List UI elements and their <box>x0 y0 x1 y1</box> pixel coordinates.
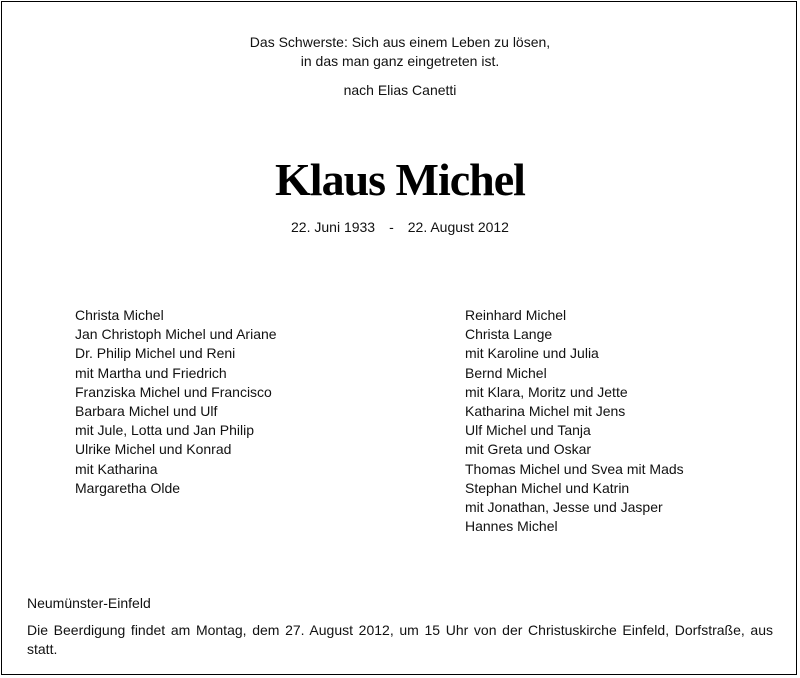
mourner-entry: mit Jule, Lotta und Jan Philip <box>75 422 254 439</box>
place-name: Neumünster-Einfeld <box>27 595 151 611</box>
mourner-entry: Christa Lange <box>465 326 553 343</box>
mourner-entry: mit Jonathan, Jesse und Jasper <box>465 499 663 516</box>
mourner-entry: mit Klara, Moritz und Jette <box>465 383 628 400</box>
mourners-right-column <box>465 306 684 536</box>
quote-line-1: Das Schwerste: Sich aus einem Leben zu lösen, <box>249 34 551 50</box>
mourner-entry: Stephan Michel und Katrin <box>465 479 630 496</box>
mourner-entry: Dr. Philip Michel und Reni <box>75 345 236 362</box>
mourner-entry: mit Karoline und Julia <box>465 345 599 362</box>
quote-line-2: in das man ganz eingetreten ist. <box>300 53 500 69</box>
date-separator: - <box>389 219 394 235</box>
quote-attribution: nach Elias Canetti <box>343 82 457 98</box>
mourner-entry: Franziska Michel und Francisco <box>75 383 272 400</box>
mourner-entry: mit Martha und Friedrich <box>75 364 227 381</box>
mourner-entry: Ulf Michel und Tanja <box>465 422 591 439</box>
mourners-left-column <box>75 306 277 498</box>
birth-date: 22. Juni 1933 <box>291 219 376 235</box>
mourner-entry: Thomas Michel und Svea mit Mads <box>465 460 684 477</box>
deceased-name: Klaus Michel <box>275 154 525 205</box>
mourner-entry: Katharina Michel mit Jens <box>465 403 626 420</box>
mourner-entry: Christa Michel <box>75 307 164 323</box>
mourner-entry: Jan Christoph Michel und Ariane <box>75 326 277 343</box>
death-date: 22. August 2012 <box>407 219 509 235</box>
mourner-entry: Ulrike Michel und Konrad <box>75 441 232 458</box>
mourner-entry: Reinhard Michel <box>465 307 567 323</box>
mourner-entry: mit Katharina <box>75 460 158 477</box>
funeral-notice: Die Beerdigung findet am Montag, dem 27. August 2012, um 15 Uhr von der Christuskirche Einfeld, Dorfstraße, aus statt. <box>27 622 773 657</box>
mourner-entry: mit Greta und Oskar <box>465 441 592 458</box>
mourner-entry: Barbara Michel und Ulf <box>75 403 218 420</box>
mourner-entry: Hannes Michel <box>465 518 558 535</box>
mourner-entry: Bernd Michel <box>465 364 547 381</box>
mourner-entry: Margaretha Olde <box>75 479 181 496</box>
life-dates <box>0 217 800 237</box>
